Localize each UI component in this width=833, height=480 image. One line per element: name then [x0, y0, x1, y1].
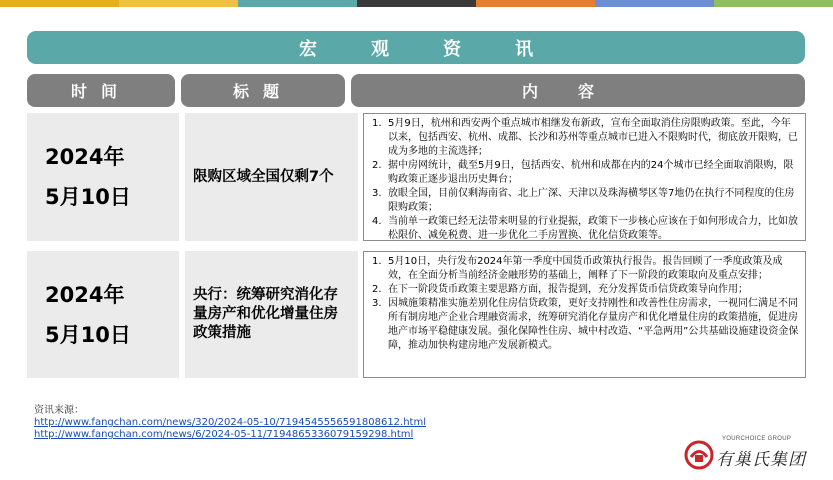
header-content-label: 内容: [521, 82, 634, 101]
list-item: [372, 255, 799, 283]
source-link-1[interactable]: http://www.fangchan.com/news/320/2024-05-10/7194545556591808612.html: [34, 417, 427, 428]
header-time-label: 时间: [70, 82, 131, 101]
logo-mark-icon: [684, 440, 714, 470]
list-item: [372, 187, 799, 215]
row-1-date-day: 5月10日: [45, 185, 131, 209]
top-bar-segment: [476, 0, 595, 7]
top-bar-segment: [595, 0, 714, 7]
top-bar-segment: [0, 0, 119, 7]
logo-main-text: 有巢氏集团: [716, 450, 806, 470]
item-number: 3.: [372, 298, 382, 309]
banner-title: 宏观资讯: [299, 38, 587, 60]
item-text: 放眼全国，目前仅剩海南省、北上广深、天津以及珠海横琴区等7地仍在执行不同程度的住房限购政策；: [388, 188, 795, 213]
list-item: [372, 117, 799, 159]
banner: [27, 31, 805, 64]
item-text: 在下一阶段货币政策主要思路方面，报告提到，充分发挥货币信贷政策导向作用；: [388, 284, 748, 295]
logo-small-text: YOURCHOICE GROUP: [722, 436, 792, 442]
row-2-title-text: 央行：统筹研究消化存量房产和优化增量住房政策措施: [193, 287, 338, 341]
top-bar-segment: [238, 0, 357, 7]
row-2-title: [185, 251, 358, 378]
list-item: [372, 215, 799, 243]
header-time: [27, 74, 175, 107]
item-text: 据中房网统计，截至5月9日，包括西安、杭州和成都在内的24个城市已经全面取消限购，限购政策正逐步退出历史舞台；: [388, 160, 794, 185]
row-1-date: [27, 113, 179, 241]
item-number: 2.: [372, 160, 382, 171]
row-2-content: [363, 251, 806, 378]
header-title: [181, 74, 345, 107]
row-1-title: [185, 113, 358, 241]
item-number: 3.: [372, 188, 382, 199]
top-bar-segment: [119, 0, 238, 7]
top-bar-segment: [714, 0, 833, 7]
row-2-date-day: 5月10日: [45, 322, 131, 347]
sources-label: 资讯来源：: [34, 405, 84, 416]
item-number: 4.: [372, 216, 382, 227]
row-2-date-year: 2024年: [45, 282, 125, 307]
source-link-2[interactable]: http://www.fangchan.com/news/6/2024-05-11/7194865336079159298.html: [34, 429, 414, 440]
list-item: [372, 297, 799, 353]
item-number: 2.: [372, 284, 382, 295]
row-1-date-year: 2024年: [45, 145, 125, 169]
item-text: 因城施策精准实施差别化住房信贷政策，更好支持刚性和改善性住房需求，一视同仁满足不同所有制房地产企业合理融资需求，统筹研究消化存量房产和优化增量住房的政策措施，促进房地产市场平稳健康发展。强化保障性住房、城中村改造、“平急两用”公共基础设施建设资金保障，推动加快构建房地产发展新模式。: [388, 298, 799, 351]
row-1-title-text: 限购区域全国仅剩7个: [193, 168, 334, 185]
header-content: [351, 74, 805, 107]
list-item: [372, 283, 799, 297]
item-text: 5月10日，央行发布2024年第一季度中国货币政策执行报告。报告回顾了一季度政策及成效，在全面分析当前经济金融形势的基础上，阐释了下一阶段的政策取向及重点安排；: [388, 256, 783, 281]
header-title-label: 标题: [232, 82, 293, 101]
row-2-list: [372, 255, 799, 353]
row-2-date: [27, 251, 179, 378]
row-1-list: [372, 117, 799, 243]
item-text: 5月9日，杭州和西安两个重点城市相继发布新政，宣布全面取消住房限购政策。至此，今年以来，包括西安、杭州、成都、长沙和苏州等重点城市已进入不限购时代，彻底放开限购，已成为多地的主流选择；: [388, 118, 798, 157]
item-number: 1.: [372, 256, 382, 267]
sources: [34, 405, 426, 441]
item-text: 当前单一政策已经无法带来明显的行业提振，政策下一步核心应该在于如何形成合力，比如放松限价、减免税费、进一步优化二手房置换、优化信贷政策等。: [388, 216, 798, 241]
company-logo: [684, 436, 814, 472]
top-color-bar: [0, 0, 833, 7]
item-number: 1.: [372, 118, 382, 129]
list-item: [372, 159, 799, 187]
top-bar-segment: [357, 0, 476, 7]
row-1-content: [363, 113, 806, 241]
